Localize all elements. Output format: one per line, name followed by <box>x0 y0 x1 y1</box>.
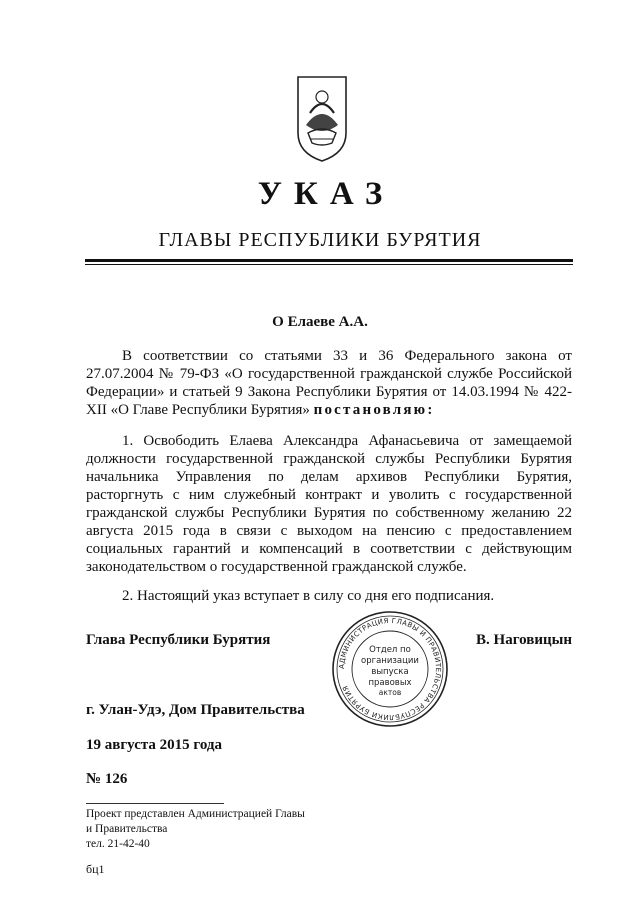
stamp-ring-text: АДМИНИСТРАЦИЯ ГЛАВЫ И ПРАВИТЕЛЬСТВА РЕСПУБЛИКИ БУРЯТИЯ <box>337 616 443 722</box>
footer-line-3: тел. 21-42-40 <box>86 838 150 850</box>
stamp-line-1: Отдел по <box>369 645 411 655</box>
header-rule-thin <box>85 264 573 265</box>
coat-of-arms-icon <box>292 73 352 165</box>
document-title: УКАЗ <box>257 176 395 212</box>
preamble-paragraph <box>86 347 572 419</box>
document-subtitle: ГЛАВЫ РЕСПУБЛИКИ БУРЯТИЯ <box>158 229 482 251</box>
stamp-line-4: правовых <box>368 678 412 688</box>
decree-number: № 126 <box>86 771 128 787</box>
point-2-text: 2. Настоящий указ вступает в силу со дня его подписания. <box>122 588 495 604</box>
stamp-line-3: выпуска <box>371 667 409 677</box>
stamp-line-2: организации <box>361 656 419 666</box>
footer-note <box>86 807 305 852</box>
preamble-text: В соответствии со статьями 33 и 36 Федерального закона от 27.07.2004 № 79-ФЗ «О государственной гражданской службе Российской Федерации» и статьей 9 Закона Республики Бурятия от 14.03.1994 № 422-XII «О Главе Республики Бурятия» <box>86 348 572 418</box>
decree-word: постановляю: <box>313 402 435 418</box>
signer-name: В. Наговицын <box>476 632 572 648</box>
point-1-paragraph <box>86 432 572 576</box>
decree-heading: О Елаеве А.А. <box>272 314 368 330</box>
point-2-paragraph <box>86 587 572 605</box>
footer-line-1: Проект представлен Администрацией Главы <box>86 808 305 820</box>
point-1-text: 1. Освободить Елаева Александра Афанасьевича от замещаемой должности государственной гражданской службы Республики Бурятия начальника Управления по делам архивов Республики Бурятия, расторгнуть с ним служебный контракт и уволить с государственной гражданской службы Республики Бурятия по собственному желанию 22 августа 2015 года в связи с выходом на пенсию с предоставлением социальных гарантий и компенсаций в соответствии с действующим законодательством о государственной гражданской службе. <box>86 433 572 575</box>
header-rule-thick <box>85 259 573 262</box>
signer-title: Глава Республики Бурятия <box>86 632 271 648</box>
footer-line-2: и Правительства <box>86 823 168 835</box>
footer-divider <box>86 803 224 804</box>
signing-date: 19 августа 2015 года <box>86 737 223 753</box>
stamp-line-5: актов <box>378 688 402 697</box>
signing-place: г. Улан-Удэ, Дом Правительства <box>86 702 305 718</box>
document-code: бц1 <box>86 862 105 876</box>
official-stamp <box>329 608 451 730</box>
